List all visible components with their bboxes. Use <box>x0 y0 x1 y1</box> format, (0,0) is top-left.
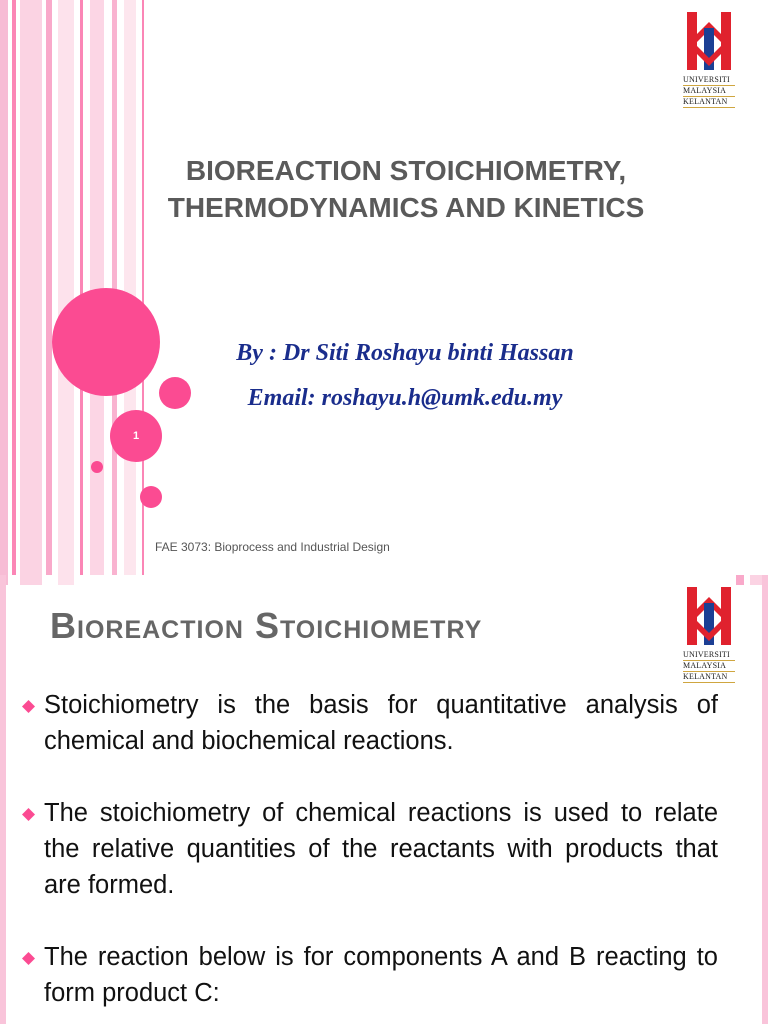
logo-text-line-3: KELANTAN <box>683 97 735 108</box>
bullet-text-2: The stoichiometry of chemical reactions is used to relate the relative quantities of the reactants with products that are formed. <box>44 799 718 899</box>
umk-logo-icon-2 <box>685 587 733 645</box>
logo-text-line-2: MALAYSIA <box>683 86 735 97</box>
logo-2-text-line-3: KELANTAN <box>683 672 735 683</box>
diamond-bullet-icon <box>22 700 35 713</box>
logo-2-text-line-2: MALAYSIA <box>683 661 735 672</box>
slide-2-title: Bioreaction Stoichiometry <box>50 605 483 646</box>
bullet-text-1: Stoichiometry is the basis for quantitative analysis of chemical and biochemical reactions. <box>44 691 718 755</box>
list-item <box>22 687 718 759</box>
author-email: Email: roshayu.h@umk.edu.my <box>247 385 563 411</box>
decorative-circle-small <box>91 461 103 473</box>
university-logo <box>683 12 735 108</box>
decorative-circle-small-2 <box>140 486 162 508</box>
umk-logo-icon <box>685 12 733 70</box>
logo-text-line-1: UNIVERSITI <box>683 75 735 86</box>
slide-1-title: BIOREACTION STOICHIOMETRY, THERMODYNAMICS AND KINETICS <box>167 155 645 223</box>
logo-2-text-line-1: UNIVERSITI <box>683 650 735 661</box>
decorative-edge-left <box>0 575 6 1024</box>
slide-2 <box>0 575 768 1024</box>
decorative-edge-right <box>762 575 768 1024</box>
university-logo-2 <box>683 587 735 683</box>
author-name: By : Dr Siti Roshayu binti Hassan <box>236 340 574 366</box>
decorative-stripes <box>0 0 150 575</box>
page-number-badge: 1 <box>110 410 162 462</box>
bullet-list <box>22 687 718 1024</box>
diamond-bullet-icon <box>22 808 35 821</box>
list-item <box>22 795 718 903</box>
diamond-bullet-icon <box>22 952 35 965</box>
slide-footer: FAE 3073: Bioprocess and Industrial Design <box>155 540 390 554</box>
decorative-circle-large <box>52 288 160 396</box>
decorative-stripes-top <box>0 575 768 585</box>
list-item <box>22 939 718 1011</box>
bullet-text-3: The reaction below is for components A and B reacting to form product C: <box>44 943 718 1007</box>
